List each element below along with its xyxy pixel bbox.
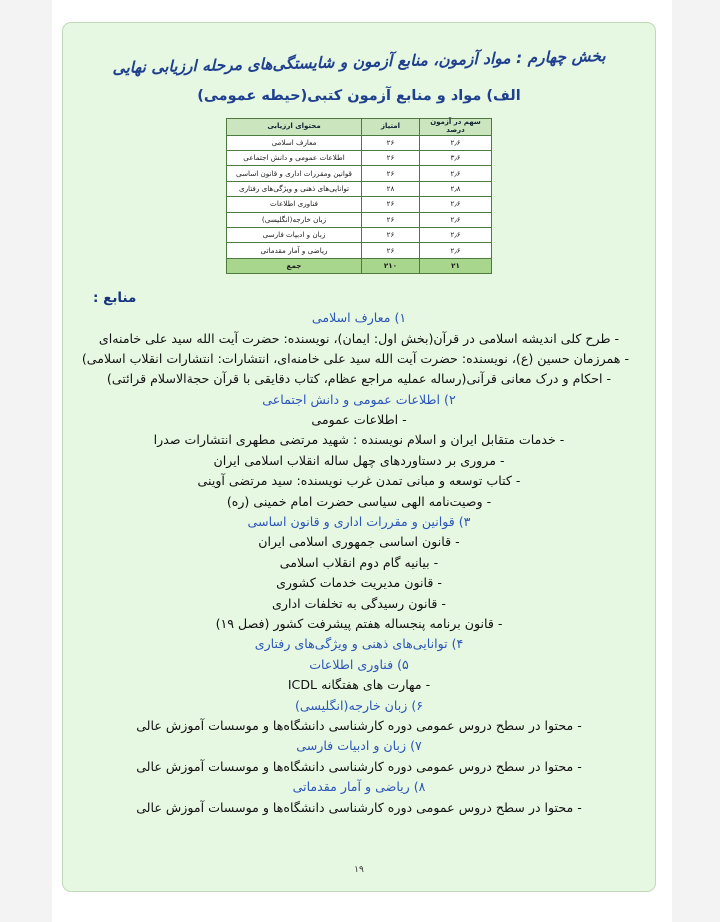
reference-item: - مروری بر دستاوردهای چهل ساله انقلاب اسلامی ایران — [213, 452, 505, 468]
cell-content: معارف اسلامی — [227, 135, 362, 150]
table-row — [227, 212, 492, 227]
column-header-score: امتیاز — [362, 119, 420, 135]
exam-materials-table — [226, 118, 492, 274]
cell-share: ۲٫۶ — [420, 197, 492, 212]
reference-group-title: ۷) زبان و ادبیات فارسی — [296, 738, 422, 754]
table-row — [227, 151, 492, 166]
reference-group-title: ۱) معارف اسلامی — [311, 310, 407, 326]
references-list — [81, 308, 629, 818]
cell-share: ۲٫۶ — [420, 135, 492, 150]
cell-total-score: ۲۱۰ — [362, 258, 420, 273]
reference-group-title: ۸) ریاضی و آمار مقدماتی — [292, 779, 426, 795]
exam-table-container — [89, 118, 629, 274]
column-header-content: محتوای ارزیابی — [227, 119, 362, 135]
reference-item: - قانون مدیریت خدمات کشوری — [276, 575, 442, 591]
cell-content: زبان و ادبیات فارسی — [227, 227, 362, 242]
cell-share: ۲٫۸ — [420, 181, 492, 196]
cell-share: ۲٫۶ — [420, 243, 492, 258]
subsection-heading: الف) مواد و منابع آزمون کتبی(حیطه عمومی) — [197, 88, 521, 105]
cell-content: ریاضی و آمار مقدماتی — [227, 243, 362, 258]
cell-score: ۲۶ — [362, 151, 420, 166]
cell-share: ۲٫۶ — [420, 166, 492, 181]
table-header-row — [227, 119, 492, 135]
cell-share: ۳٫۶ — [420, 151, 492, 166]
section-heading: بخش چهارم : مواد آزمون، منابع آزمون و شایستگی‌های مرحله ارزیابی نهایی — [112, 46, 606, 78]
reference-item: - بیانیه گام دوم انقلاب اسلامی — [279, 554, 439, 570]
table-body — [227, 135, 492, 274]
reference-item: - محتوا در سطح دروس عمومی دوره کارشناسی دانشگاه‌ها و موسسات آموزش عالی — [136, 717, 582, 733]
cell-content: زبان خارجه(انگلیسی) — [227, 212, 362, 227]
reference-item: - قانون رسیدگی به تخلفات اداری — [272, 595, 446, 611]
references-section — [81, 290, 629, 818]
reference-item: - مهارت های هفتگانه ICDL — [287, 677, 431, 693]
cell-score: ۲۶ — [362, 212, 420, 227]
reference-item: - اطلاعات عمومی — [311, 412, 407, 428]
reference-group-title: ۲) اطلاعات عمومی و دانش اجتماعی — [262, 391, 456, 407]
table-total-row — [227, 258, 492, 273]
table-row — [227, 197, 492, 212]
cell-score: ۲۶ — [362, 135, 420, 150]
cell-total-label: جمع — [227, 258, 362, 273]
cell-share: ۲٫۶ — [420, 227, 492, 242]
cell-content: اطلاعات عمومی و دانش اجتماعی — [227, 151, 362, 166]
reference-item: - محتوا در سطح دروس عمومی دوره کارشناسی دانشگاه‌ها و موسسات آموزش عالی — [136, 758, 582, 774]
table-row — [227, 227, 492, 242]
reference-group-title: ۶) زبان خارجه(انگلیسی) — [294, 697, 424, 713]
table-row — [227, 166, 492, 181]
cell-score: ۲۶ — [362, 197, 420, 212]
references-label: منابع : — [93, 290, 137, 307]
reference-item: - خدمات متقابل ایران و اسلام نویسنده : شهید مرتضی مطهری انتشارات صدرا — [153, 432, 565, 448]
reference-item: - وصیت‌نامه الهی سیاسی حضرت امام خمینی (ره) — [226, 493, 492, 509]
reference-item: - قانون برنامه پنجساله هفتم پیشرفت کشور (فصل ۱۹) — [215, 616, 503, 631]
reference-item: - همرزمان حسین (ع)، نویسنده: حضرت آیت الله سید علی خامنه‌ای، انتشارات: انتشارات انقلاب اسلامی) — [81, 350, 629, 366]
reference-group-title: ۵) فناوری اطلاعات — [309, 656, 409, 672]
cell-total-share: ۲۱ — [420, 258, 492, 273]
reference-item: - قانون اساسی جمهوری اسلامی ایران — [258, 534, 460, 550]
reference-item: - طرح کلی اندیشه اسلامی در قرآن(بخش اول: ایمان)، نویسنده: حضرت آیت الله سید علی خامنه‌ای — [98, 330, 620, 346]
reference-group-title: ۴) توانایی‌های ذهنی و ویژگی‌های رفتاری — [254, 636, 464, 652]
cell-score: ۲۶ — [362, 243, 420, 258]
table-row — [227, 135, 492, 150]
cell-score: ۲۶ — [362, 227, 420, 242]
cell-content: توانایی‌های ذهنی و ویژگی‌های رفتاری — [227, 181, 362, 196]
table-row — [227, 243, 492, 258]
reference-group-title: ۳) قوانین و مقررات اداری و قانون اساسی — [247, 514, 471, 530]
cell-content: قوانین ومقررات اداری و قانون اساسی — [227, 166, 362, 181]
table-row — [227, 181, 492, 196]
document-page — [62, 22, 656, 892]
cell-score: ۲۸ — [362, 181, 420, 196]
cell-content: فناوری اطلاعات — [227, 197, 362, 212]
reference-item: - احکام و درک معانی قرآنی(رساله عملیه مراجع عظام، کتاب دقایقی با قرآن حجة‌الاسلام قرائتی) — [106, 371, 612, 387]
cell-score: ۲۶ — [362, 166, 420, 181]
reference-item: - کتاب توسعه و مبانی تمدن غرب نویسنده: سید مرتضی آوینی — [197, 473, 521, 489]
column-header-share: سهم در آزمون درصد — [420, 119, 492, 135]
page-number: ۱۹ — [354, 865, 364, 875]
reference-item: - محتوا در سطح دروس عمومی دوره کارشناسی دانشگاه‌ها و موسسات آموزش عالی — [136, 799, 582, 815]
table-header — [227, 119, 492, 135]
cell-share: ۲٫۶ — [420, 212, 492, 227]
page-content — [63, 23, 655, 891]
